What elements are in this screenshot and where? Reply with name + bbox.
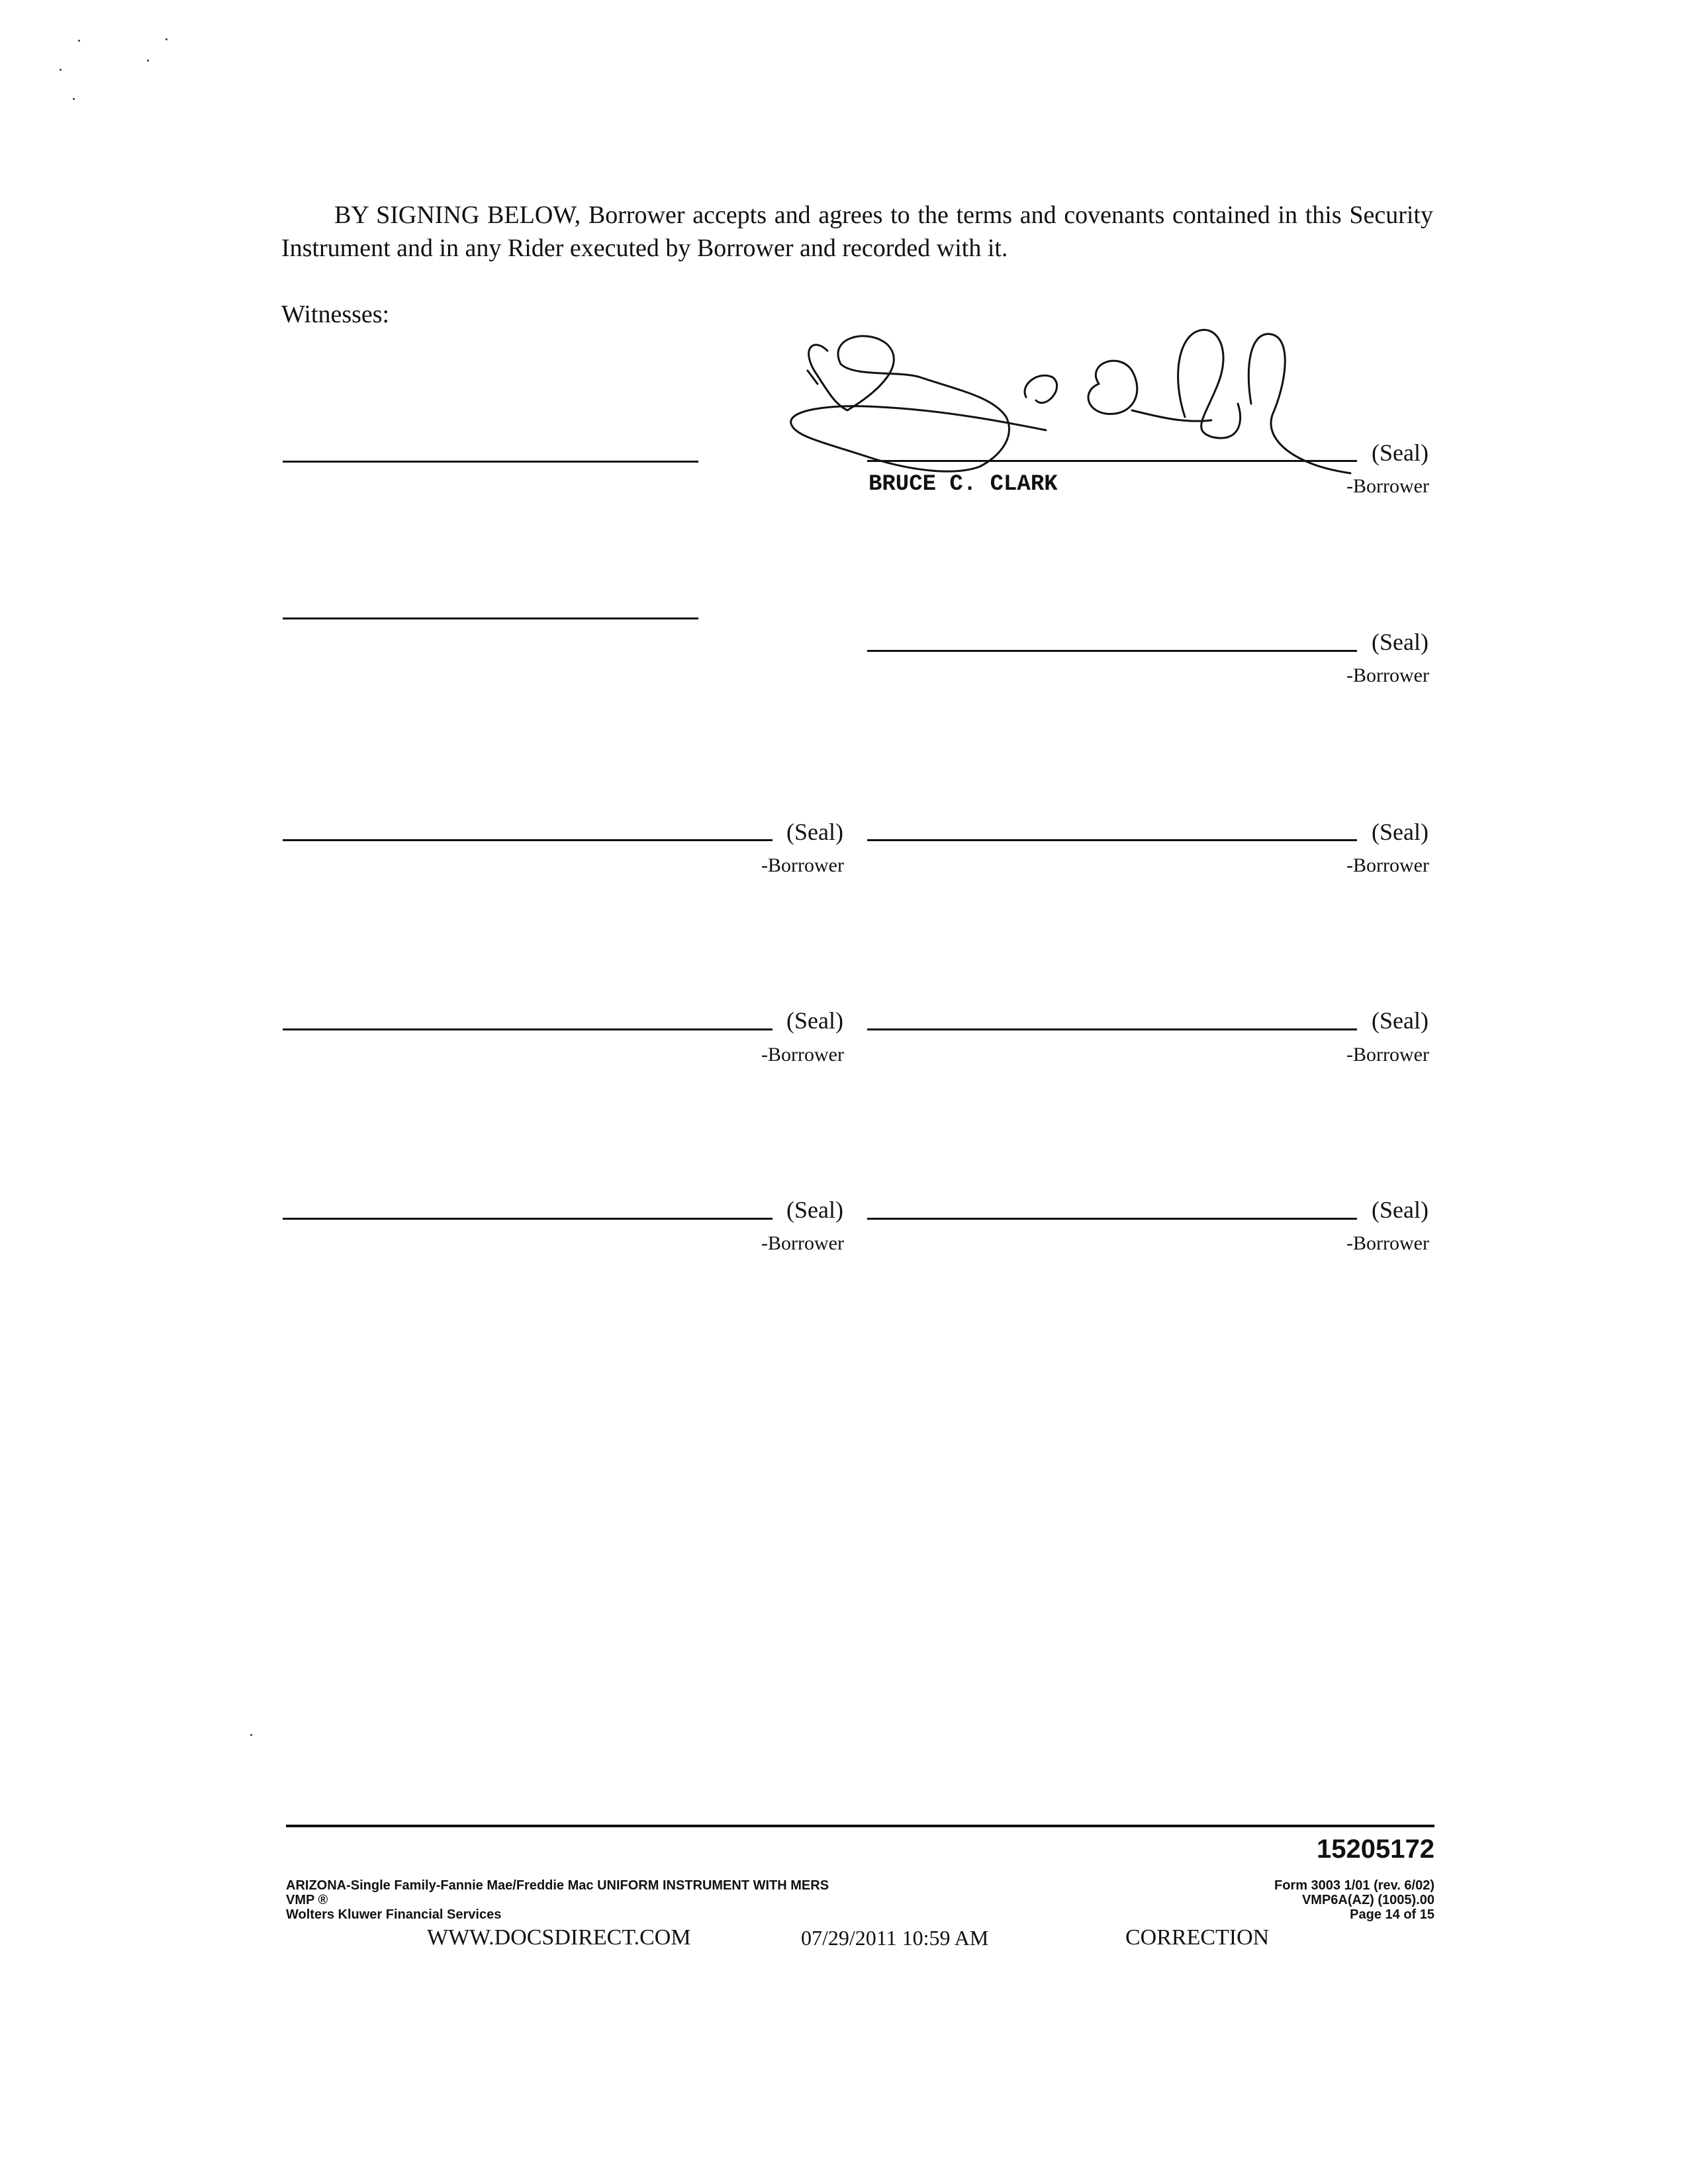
borrower-role-label: -Borrower <box>761 1232 844 1254</box>
seal-label: (Seal) <box>786 1197 843 1223</box>
seal-label: (Seal) <box>1372 1197 1429 1223</box>
seal-label: (Seal) <box>786 819 843 845</box>
form-number: Form 3003 1/01 (rev. 6/02) <box>1274 1878 1434 1893</box>
witness-line-1 <box>283 461 698 463</box>
borrower-role-label: -Borrower <box>761 854 844 876</box>
borrower-signature-line-2 <box>867 650 1357 652</box>
witness-line-2 <box>283 617 698 619</box>
borrower-signature-line-7 <box>283 1218 773 1220</box>
borrower-signature-line-8 <box>867 1218 1357 1220</box>
borrower-signature-line-4 <box>867 839 1357 841</box>
seal-label: (Seal) <box>1372 1007 1429 1034</box>
seal-label: (Seal) <box>1372 629 1429 655</box>
website-url: WWW.DOCSDIRECT.COM <box>427 1925 691 1950</box>
borrower-role-label: -Borrower <box>761 1044 844 1066</box>
borrower-signature-line-6 <box>867 1028 1357 1030</box>
seal-label: (Seal) <box>786 1007 843 1034</box>
form-description <box>286 1878 829 1922</box>
borrower-role-label: -Borrower <box>1346 1232 1429 1254</box>
loan-number: 15205172 <box>1317 1835 1434 1864</box>
borrower-signature-line-5 <box>283 1028 773 1030</box>
handwritten-signature <box>788 324 1383 477</box>
print-datetime: 07/29/2011 10:59 AM <box>801 1926 989 1950</box>
page-number: Page 14 of 15 <box>1350 1907 1434 1922</box>
seal-label: (Seal) <box>1372 439 1429 466</box>
witnesses-label: Witnesses: <box>281 300 390 328</box>
borrower-name: BRUCE C. CLARK <box>868 472 1058 497</box>
borrower-role-label: -Borrower <box>1346 475 1429 497</box>
form-identifiers <box>1274 1878 1434 1922</box>
borrower-role-label: -Borrower <box>1346 1044 1429 1066</box>
borrower-role-label: -Borrower <box>1346 854 1429 876</box>
borrower-signature-line-3 <box>283 839 773 841</box>
publisher-name: Wolters Kluwer Financial Services <box>286 1907 502 1922</box>
document-status: CORRECTION <box>1125 1925 1270 1950</box>
agreement-statement: BY SIGNING BELOW, Borrower accepts and agrees to the terms and covenants contained in this Security Instrument and in any Rider executed by Borrower and recorded with it. <box>281 201 1433 262</box>
form-code: VMP6A(AZ) (1005).00 <box>1301 1893 1434 1907</box>
footer-divider <box>286 1825 1434 1827</box>
seal-label: (Seal) <box>1372 819 1429 845</box>
vmp-mark: VMP ® <box>286 1893 328 1907</box>
borrower-signature-line-1 <box>867 460 1357 462</box>
borrower-role-label: -Borrower <box>1346 664 1429 686</box>
form-title: ARIZONA-Single Family-Fannie Mae/Freddie Mac UNIFORM INSTRUMENT WITH MERS <box>286 1878 829 1893</box>
